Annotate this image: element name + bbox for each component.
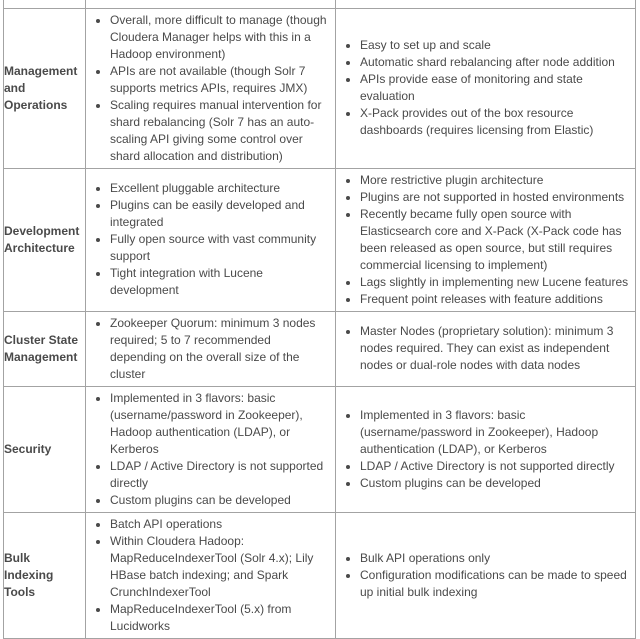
bullet-list (86, 315, 329, 383)
bullet-list (86, 12, 329, 165)
bullet-item: • Batch API operations (110, 516, 329, 533)
bullet-list (336, 37, 629, 139)
bullet-item: • Zookeeper Quorum: minimum 3 nodes required; 5 to 7 recommended depending on the overall size of the cluster (110, 315, 329, 383)
bullet-item: • Custom plugins can be developed (110, 492, 329, 509)
bullet-item: • APIs provide ease of monitoring and state evaluation (360, 71, 629, 105)
elasticsearch-cell-cluster-state-management (336, 311, 636, 386)
bullet-item: • More restrictive plugin architecture (360, 172, 629, 189)
bullet-item: • Easy to set up and scale (360, 37, 629, 54)
elasticsearch-cell-management-operations (336, 8, 636, 168)
solr-cell-bulk-indexing-tools (86, 512, 336, 638)
solr-vs-elasticsearch-table (3, 0, 636, 639)
elasticsearch-cell-partial (336, 0, 636, 8)
bullet-item: • Fully open source with vast community support (110, 231, 329, 265)
bullet-list (336, 172, 629, 308)
row-label-development-architecture: Development Architecture (4, 168, 86, 311)
solr-cell-management-operations (86, 8, 336, 168)
bullet-item: • MapReduceIndexerTool (5.x) from Lucidworks (110, 601, 329, 635)
bullet-item: • Excellent pluggable architecture (110, 180, 329, 197)
table-row-development-architecture (4, 168, 636, 311)
table-row-security (4, 386, 636, 512)
bullet-item: • Implemented in 3 flavors: basic (username/password in Zookeeper), Hadoop authentication (LDAP), or Kerberos (360, 407, 629, 458)
bullet-item: • APIs are not available (though Solr 7 supports metrics APIs, requires JMX) (110, 63, 329, 97)
row-label-management-operations: Management and Operations (4, 8, 86, 168)
bullet-list (86, 390, 329, 509)
bullet-item: • Automatic shard rebalancing after node addition (360, 54, 629, 71)
bullet-item: • Scaling requires manual intervention for shard rebalancing (Solr 7 has an auto-scaling API giving some control over shard allocation and distribution) (110, 97, 329, 165)
bullet-item: • Configuration modifications can be made to speed up initial bulk indexing (360, 567, 629, 601)
bullet-item: • Plugins are not supported in hosted environments (360, 189, 629, 206)
bullet-list (86, 516, 329, 635)
bullet-item: • LDAP / Active Directory is not supported directly (360, 458, 629, 475)
table-row-partial (4, 0, 636, 8)
bullet-item: • Tight integration with Lucene development (110, 265, 329, 299)
bullet-item: • X-Pack provides out of the box resource dashboards (requires licensing from Elastic) (360, 105, 629, 139)
table-row-cluster-state-management (4, 311, 636, 386)
bullet-item: • Recently became fully open source with Elasticsearch core and X-Pack (X-Pack code has been released as open source, but still requires commercial licensing to implement) (360, 206, 629, 274)
bullet-item: • Frequent point releases with feature additions (360, 291, 629, 308)
table-row-bulk-indexing-tools (4, 512, 636, 638)
bullet-item: • Within Cloudera Hadoop: MapReduceIndexerTool (Solr 4.x); Lily HBase batch indexing; and Spark CrunchIndexerTool (110, 533, 329, 601)
row-label-cluster-state-management: Cluster State Management (4, 311, 86, 386)
bullet-item: • Bulk API operations only (360, 550, 629, 567)
bullet-item: • Custom plugins can be developed (360, 475, 629, 492)
solr-cell-development-architecture (86, 168, 336, 311)
bullet-item: • Master Nodes (proprietary solution): minimum 3 nodes required. They can exist as independent nodes or dual-role nodes with data nodes (360, 323, 629, 374)
bullet-list (336, 323, 629, 374)
bullet-item: • LDAP / Active Directory is not supported directly (110, 458, 329, 492)
elasticsearch-cell-security (336, 386, 636, 512)
solr-cell-partial (86, 0, 336, 8)
bullet-item: • Plugins can be easily developed and integrated (110, 197, 329, 231)
bullet-list (86, 180, 329, 299)
bullet-item: • Overall, more difficult to manage (though Cloudera Manager helps with this in a Hadoop environment) (110, 12, 329, 63)
bullet-list (336, 550, 629, 601)
row-label-bulk-indexing-tools: Bulk Indexing Tools (4, 512, 86, 638)
elasticsearch-cell-development-architecture (336, 168, 636, 311)
row-label-partial (4, 0, 86, 8)
solr-cell-security (86, 386, 336, 512)
bullet-item: • Implemented in 3 flavors: basic (username/password in Zookeeper), Hadoop authentication (LDAP), or Kerberos (110, 390, 329, 458)
row-label-security: Security (4, 386, 86, 512)
elasticsearch-cell-bulk-indexing-tools (336, 512, 636, 638)
bullet-list (336, 407, 629, 492)
solr-cell-cluster-state-management (86, 311, 336, 386)
bullet-item: • Lags slightly in implementing new Lucene features (360, 274, 629, 291)
table-row-management-operations (4, 8, 636, 168)
